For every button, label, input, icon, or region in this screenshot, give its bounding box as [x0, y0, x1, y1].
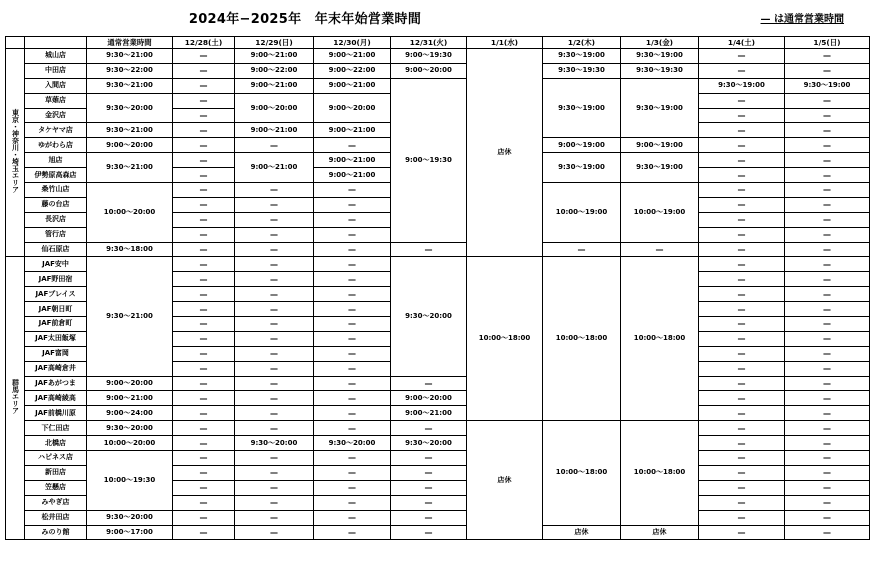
hours-cell: 9:30〜20:00 [391, 436, 467, 451]
hours-cell: — [699, 138, 785, 153]
header-cell: 1/3(金) [621, 37, 699, 49]
hours-cell: — [173, 108, 235, 123]
header-cell: 12/28(土) [173, 37, 235, 49]
hours-cell: — [173, 465, 235, 480]
table-row [6, 436, 870, 451]
hours-cell: — [785, 361, 870, 376]
hours-cell: — [173, 480, 235, 495]
hours-cell: 9:00〜22:00 [235, 63, 314, 78]
hours-cell: — [173, 376, 235, 391]
hours-cell: — [699, 317, 785, 332]
hours-cell: 10:00〜18:00 [621, 257, 699, 421]
hours-cell: — [173, 153, 235, 168]
hours-cell: — [785, 138, 870, 153]
hours-cell: — [173, 257, 235, 272]
hours-cell: — [235, 272, 314, 287]
table-row [6, 421, 870, 436]
hours-cell: — [785, 49, 870, 64]
hours-cell: — [621, 242, 699, 257]
hours-cell: — [173, 391, 235, 406]
store-name: 北橋店 [25, 436, 87, 451]
hours-cell: 9:00〜22:00 [314, 63, 391, 78]
hours-cell: — [235, 421, 314, 436]
hours-cell: 店休 [467, 49, 543, 257]
hours-cell: 9:00〜19:00 [621, 138, 699, 153]
hours-cell: — [391, 465, 467, 480]
hours-cell: — [699, 302, 785, 317]
hours-cell: — [314, 465, 391, 480]
store-name: ハピネス店 [25, 451, 87, 466]
hours-cell: — [235, 302, 314, 317]
page-title: 2024年−2025年 年末年始営業時間 [188, 12, 422, 27]
hours-cell: 9:30〜19:30 [543, 63, 621, 78]
hours-cell: — [391, 525, 467, 540]
hours-cell: — [235, 451, 314, 466]
hours-cell: — [314, 197, 391, 212]
hours-cell: — [785, 436, 870, 451]
hours-cell: — [235, 406, 314, 421]
region-cell: 群馬エリア [6, 257, 25, 540]
hours-cell: — [699, 525, 785, 540]
store-name: 仙石原店 [25, 242, 87, 257]
hours-cell: — [699, 346, 785, 361]
header-row [6, 37, 870, 49]
hours-cell: — [391, 480, 467, 495]
hours-cell: — [699, 227, 785, 242]
store-name: JAF朝日町 [25, 302, 87, 317]
store-name: 藤の台店 [25, 197, 87, 212]
hours-cell: — [699, 197, 785, 212]
hours-cell: — [785, 376, 870, 391]
hours-cell: — [173, 287, 235, 302]
hours-cell: — [699, 495, 785, 510]
store-name: みやぎ店 [25, 495, 87, 510]
hours-cell: — [699, 406, 785, 421]
hours-cell: — [785, 391, 870, 406]
hours-cell: — [314, 317, 391, 332]
hours-cell: — [785, 227, 870, 242]
store-name: JAF前橋川原 [25, 406, 87, 421]
hours-cell: — [235, 495, 314, 510]
hours-cell: — [785, 257, 870, 272]
header-cell: 1/1(水) [467, 37, 543, 49]
hours-cell: 9:00〜20:00 [235, 93, 314, 123]
hours-cell: — [314, 391, 391, 406]
hours-cell: — [699, 257, 785, 272]
hours-cell: — [235, 361, 314, 376]
hours-cell: 10:00〜18:00 [467, 257, 543, 421]
hours-cell: 9:00〜21:00 [235, 78, 314, 93]
hours-cell: — [314, 183, 391, 198]
hours-cell: — [699, 108, 785, 123]
hours-cell: — [699, 212, 785, 227]
hours-cell: — [235, 212, 314, 227]
hours-cell: 9:00〜20:00 [391, 63, 467, 78]
hours-cell: — [785, 212, 870, 227]
hours-cell: 10:00〜18:00 [621, 421, 699, 525]
store-name: 新田店 [25, 465, 87, 480]
table-row [6, 525, 870, 540]
hours-cell: — [173, 227, 235, 242]
hours-cell: 9:00〜20:00 [314, 93, 391, 123]
hours-cell: — [699, 153, 785, 168]
hours-cell: — [235, 197, 314, 212]
hours-cell: 9:00〜19:30 [391, 78, 467, 242]
header-cell [25, 37, 87, 49]
hours-cell: — [173, 93, 235, 108]
hours-cell: — [785, 480, 870, 495]
hours-cell: — [699, 183, 785, 198]
normal-hours: 9:00〜20:00 [87, 138, 173, 153]
store-name: 松井田店 [25, 510, 87, 525]
hours-cell: — [314, 138, 391, 153]
store-name: 入間店 [25, 78, 87, 93]
header-cell: 12/30(月) [314, 37, 391, 49]
normal-hours: 9:00〜20:00 [87, 376, 173, 391]
hours-cell: — [785, 108, 870, 123]
hours-cell: — [699, 510, 785, 525]
hours-cell: — [785, 272, 870, 287]
normal-hours: 9:30〜18:00 [87, 242, 173, 257]
hours-cell: — [699, 436, 785, 451]
hours-cell: — [785, 153, 870, 168]
hours-cell: — [314, 376, 391, 391]
normal-hours: 9:00〜17:00 [87, 525, 173, 540]
hours-table-frame [5, 36, 869, 540]
hours-cell: 9:00〜21:00 [314, 78, 391, 93]
store-name: 旭店 [25, 153, 87, 168]
hours-cell: — [785, 123, 870, 138]
region-cell: 東京・神奈川・埼玉エリア [6, 49, 25, 257]
hours-cell: — [785, 346, 870, 361]
hours-cell: — [391, 376, 467, 391]
normal-hours: 9:30〜20:00 [87, 421, 173, 436]
normal-hours: 9:30〜21:00 [87, 123, 173, 138]
store-name: JAF富岡 [25, 346, 87, 361]
normal-hours: 9:30〜20:00 [87, 510, 173, 525]
hours-cell: — [235, 317, 314, 332]
hours-cell: — [173, 242, 235, 257]
hours-cell: — [173, 302, 235, 317]
hours-cell: — [173, 451, 235, 466]
hours-cell: — [173, 510, 235, 525]
hours-cell: — [699, 168, 785, 183]
normal-hours: 9:30〜21:00 [87, 257, 173, 376]
hours-cell: 店休 [621, 525, 699, 540]
hours-cell: 9:00〜21:00 [235, 153, 314, 183]
hours-cell: — [173, 436, 235, 451]
store-name: 伊勢原高森店 [25, 168, 87, 183]
hours-cell: — [314, 212, 391, 227]
hours-cell: — [699, 361, 785, 376]
table-row [6, 257, 870, 272]
hours-cell: — [785, 525, 870, 540]
hours-cell: — [235, 138, 314, 153]
hours-cell: — [173, 168, 235, 183]
hours-cell: — [699, 49, 785, 64]
hours-table [5, 36, 870, 540]
hours-cell: — [173, 78, 235, 93]
hours-cell: — [699, 287, 785, 302]
hours-cell: — [235, 465, 314, 480]
hours-cell: — [785, 168, 870, 183]
hours-cell: — [235, 183, 314, 198]
hours-cell: — [785, 93, 870, 108]
hours-cell: — [314, 272, 391, 287]
hours-cell: — [235, 331, 314, 346]
hours-cell: — [785, 451, 870, 466]
hours-cell: 9:30〜19:00 [543, 153, 621, 183]
table-row [6, 451, 870, 466]
hours-cell: 10:00〜19:00 [621, 183, 699, 243]
table-row [6, 63, 870, 78]
hours-cell: — [235, 242, 314, 257]
hours-cell: — [785, 242, 870, 257]
hours-cell: — [699, 391, 785, 406]
normal-hours: 9:30〜21:00 [87, 49, 173, 64]
table-row [6, 242, 870, 257]
hours-cell: 9:30〜19:00 [621, 153, 699, 183]
normal-hours: 9:30〜22:00 [87, 63, 173, 78]
header-cell: 12/31(火) [391, 37, 467, 49]
hours-cell: — [699, 421, 785, 436]
hours-cell: — [314, 242, 391, 257]
hours-cell: — [173, 421, 235, 436]
hours-cell: — [785, 183, 870, 198]
hours-cell: — [785, 197, 870, 212]
hours-cell: — [173, 212, 235, 227]
hours-cell: — [314, 346, 391, 361]
header-cell: 12/29(日) [235, 37, 314, 49]
hours-cell: — [785, 510, 870, 525]
hours-cell: — [699, 272, 785, 287]
hours-cell: — [173, 346, 235, 361]
hours-cell: — [314, 421, 391, 436]
hours-cell: — [391, 510, 467, 525]
table-row [6, 510, 870, 525]
hours-cell: 9:30〜19:00 [543, 78, 621, 138]
hours-cell: 10:00〜19:00 [543, 183, 621, 243]
store-name: JAF高崎倉井 [25, 361, 87, 376]
hours-cell: — [173, 197, 235, 212]
hours-cell: — [173, 331, 235, 346]
hours-cell: 9:30〜19:00 [543, 49, 621, 64]
store-name: 桑竹山店 [25, 183, 87, 198]
store-name: ゆがわら店 [25, 138, 87, 153]
hours-cell: — [235, 510, 314, 525]
table-row [6, 391, 870, 406]
hours-cell: — [235, 480, 314, 495]
store-name: 金沢店 [25, 108, 87, 123]
hours-cell: — [173, 406, 235, 421]
legend-note: — は通常営業時間 [760, 14, 844, 25]
hours-cell: 9:30〜19:30 [621, 63, 699, 78]
hours-cell: — [173, 138, 235, 153]
normal-hours: 10:00〜19:30 [87, 451, 173, 511]
hours-cell: 9:00〜21:00 [314, 49, 391, 64]
hours-cell: — [173, 361, 235, 376]
store-name: JAF安中 [25, 257, 87, 272]
hours-cell: — [314, 480, 391, 495]
table-row [6, 78, 870, 93]
hours-cell: — [699, 331, 785, 346]
hours-cell: — [543, 242, 621, 257]
hours-cell: — [314, 495, 391, 510]
store-name: JAFプレイス [25, 287, 87, 302]
hours-cell: — [391, 495, 467, 510]
hours-cell: 9:00〜21:00 [235, 123, 314, 138]
hours-cell: — [314, 361, 391, 376]
hours-cell: — [235, 346, 314, 361]
hours-cell: — [173, 183, 235, 198]
normal-hours: 9:30〜21:00 [87, 153, 173, 183]
normal-hours: 9:30〜21:00 [87, 78, 173, 93]
normal-hours: 10:00〜20:00 [87, 436, 173, 451]
hours-cell: — [173, 525, 235, 540]
hours-cell: 9:30〜19:00 [785, 78, 870, 93]
store-name: JAFあがつま [25, 376, 87, 391]
hours-cell: — [699, 451, 785, 466]
hours-cell: — [314, 451, 391, 466]
store-name: JAF高崎綾高 [25, 391, 87, 406]
hours-cell: — [235, 227, 314, 242]
store-name: みのり館 [25, 525, 87, 540]
hours-cell: 9:30〜19:00 [621, 49, 699, 64]
hours-cell: — [785, 63, 870, 78]
hours-cell: — [314, 227, 391, 242]
normal-hours: 9:00〜24:00 [87, 406, 173, 421]
hours-cell: — [391, 242, 467, 257]
hours-cell: — [699, 376, 785, 391]
header-cell: 1/5(日) [785, 37, 870, 49]
hours-cell: — [235, 376, 314, 391]
hours-cell: 店休 [467, 421, 543, 540]
hours-cell: — [785, 331, 870, 346]
hours-cell: — [173, 123, 235, 138]
hours-cell: — [173, 317, 235, 332]
hours-cell: — [314, 331, 391, 346]
store-name: 笠懸店 [25, 480, 87, 495]
hours-cell: 10:00〜18:00 [543, 421, 621, 525]
hours-cell: — [235, 391, 314, 406]
store-name: 長沢店 [25, 212, 87, 227]
hours-cell: — [785, 465, 870, 480]
hours-cell: — [235, 287, 314, 302]
hours-cell: 9:30〜20:00 [235, 436, 314, 451]
hours-cell: — [173, 63, 235, 78]
hours-cell: — [785, 495, 870, 510]
normal-hours: 9:30〜20:00 [87, 93, 173, 123]
normal-hours: 9:00〜21:00 [87, 391, 173, 406]
hours-cell: — [699, 465, 785, 480]
store-name: 城山店 [25, 49, 87, 64]
hours-cell: — [391, 451, 467, 466]
hours-cell: 9:00〜19:30 [391, 49, 467, 64]
store-name: JAF太田飯塚 [25, 331, 87, 346]
hours-cell: — [235, 525, 314, 540]
hours-cell: 9:00〜20:00 [391, 391, 467, 406]
store-name: 下仁田店 [25, 421, 87, 436]
normal-hours: 10:00〜20:00 [87, 183, 173, 243]
hours-cell: — [699, 63, 785, 78]
hours-cell: — [785, 317, 870, 332]
hours-cell: — [173, 49, 235, 64]
hours-cell: — [314, 257, 391, 272]
hours-cell: 10:00〜18:00 [543, 257, 621, 421]
hours-cell: 9:00〜21:00 [391, 406, 467, 421]
hours-cell: 9:00〜21:00 [314, 153, 391, 168]
table-row [6, 406, 870, 421]
store-name: 中田店 [25, 63, 87, 78]
header-cell: 1/2(木) [543, 37, 621, 49]
hours-cell: 9:00〜21:00 [314, 123, 391, 138]
store-name: JAF前倉町 [25, 317, 87, 332]
hours-cell: — [785, 421, 870, 436]
hours-cell: — [314, 302, 391, 317]
header-cell [6, 37, 25, 49]
hours-cell: 9:00〜21:00 [314, 168, 391, 183]
hours-cell: — [314, 525, 391, 540]
header-cell: 通常営業時間 [87, 37, 173, 49]
table-row [6, 376, 870, 391]
hours-cell: — [235, 257, 314, 272]
hours-cell: 9:00〜21:00 [235, 49, 314, 64]
hours-cell: — [785, 302, 870, 317]
hours-cell: 9:30〜20:00 [391, 257, 467, 376]
hours-cell: — [314, 510, 391, 525]
hours-cell: — [173, 495, 235, 510]
hours-cell: 9:30〜20:00 [314, 436, 391, 451]
table-row [6, 49, 870, 64]
hours-cell: — [699, 93, 785, 108]
store-name: 管行店 [25, 227, 87, 242]
hours-cell: 9:30〜19:00 [621, 78, 699, 138]
store-name: タケヤマ店 [25, 123, 87, 138]
hours-cell: — [785, 406, 870, 421]
hours-cell: — [699, 123, 785, 138]
hours-cell: 店休 [543, 525, 621, 540]
store-name: JAF野田宿 [25, 272, 87, 287]
hours-cell: — [173, 272, 235, 287]
hours-cell: 9:00〜19:00 [543, 138, 621, 153]
header-cell: 1/4(土) [699, 37, 785, 49]
hours-cell: 9:30〜19:00 [699, 78, 785, 93]
hours-cell: — [391, 421, 467, 436]
store-name: 草薙店 [25, 93, 87, 108]
hours-cell: — [699, 242, 785, 257]
hours-cell: — [785, 287, 870, 302]
hours-cell: — [699, 480, 785, 495]
hours-cell: — [314, 287, 391, 302]
hours-cell: — [314, 406, 391, 421]
